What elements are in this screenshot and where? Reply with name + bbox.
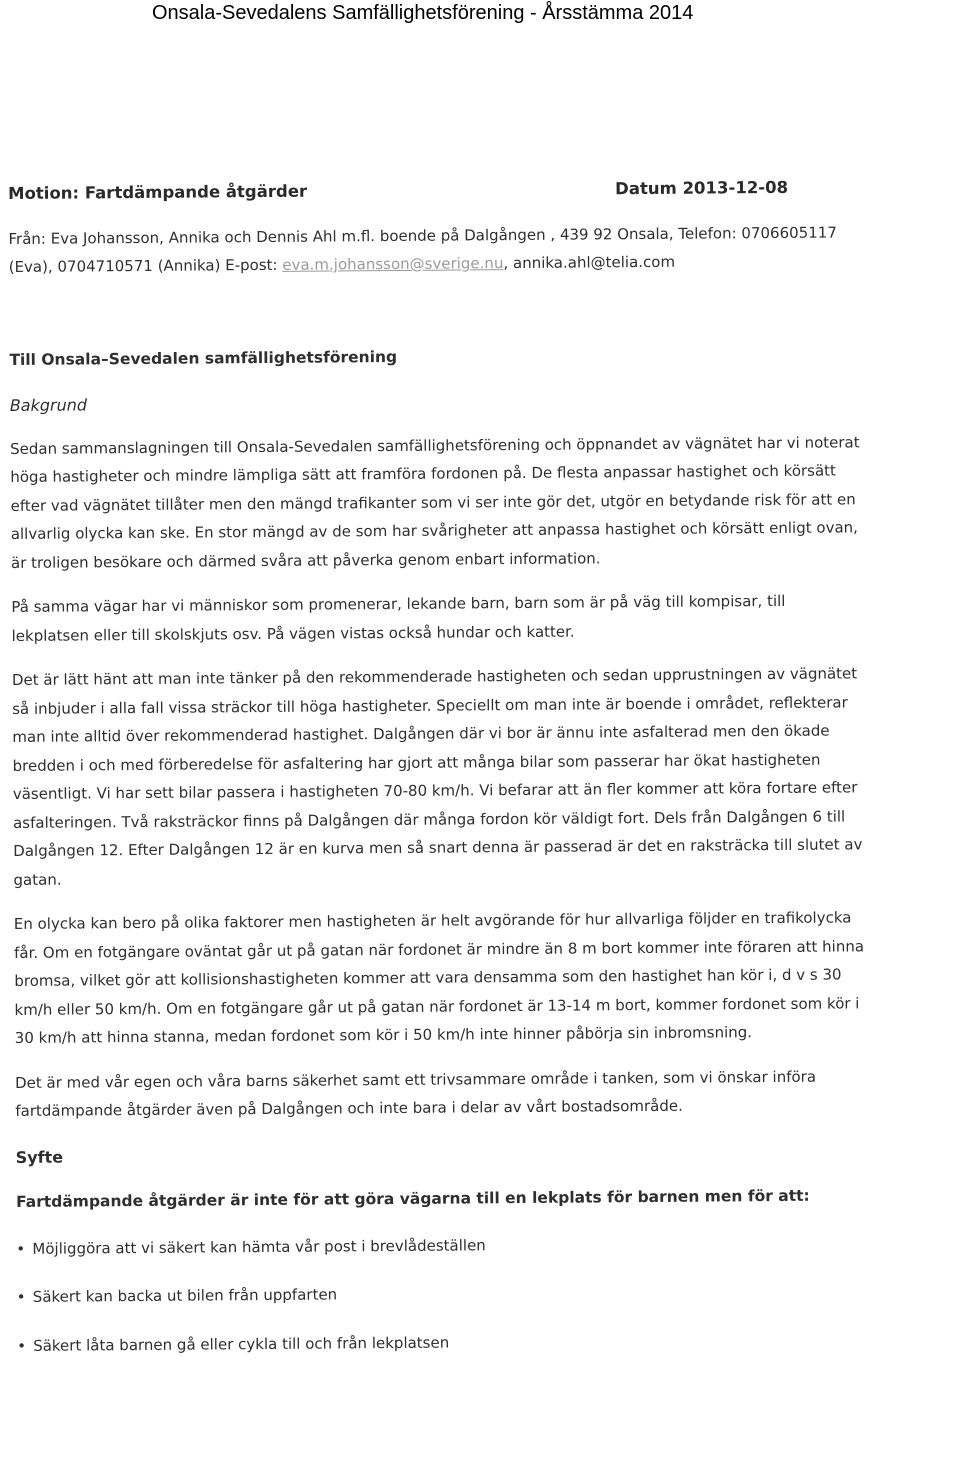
email-link-eva[interactable]: eva.m.johansson@sverige.nu	[282, 254, 504, 274]
paragraph-5: Det är med vår egen och våra barns säkerhet samt ett trivsammare område i tanken, som vi önskar införa fartdämpande åtgärder även på Dalgången och inte bara i delar av vårt bostadsområde.	[15, 1067, 817, 1120]
background-heading: Bakgrund	[9, 395, 88, 415]
purpose-list	[16, 1228, 867, 1360]
motion-title: Motion: Fartdämpande åtgärder	[8, 181, 308, 203]
recipient-heading: Till Onsala–Sevedalen samfällighetsförening	[9, 347, 398, 369]
list-item: • Säkert låta barnen gå eller cykla till och från lekplatsen	[17, 1325, 867, 1360]
page-header-title: Onsala-Sevedalens Samfällighetsförening - Årsstämma 2014	[152, 2, 694, 24]
purpose-heading: Syfte	[15, 1147, 64, 1167]
paragraph-3: Det är lätt hänt att man inte tänker på den rekommenderade hastigheten och sedan upprustningen av vägnätet så inbjuder i alla fall vissa sträckor till höga hastigheter. Speciellt om man inte är boende i området, reflekterar man inte alltid över rekommenderad hastighet. Dalgången där vi bor är ännu inte asfalterad men den ökade bredden i och med förberedelse för asfaltering har gjort att många bilar som passerar har ökat hastigheten väsentligt. Vi har sett bilar passera i hastigheten 70-80 km/h. Vi befarar att än fler kommer att köra fortare efter asfalteringen. Två raksträckor finns på Dalgången där många fordon kör väldigt fort. Dels från Dalgången 6 till Dalgången 12. Efter Dalgången 12 är en kurva men så snart denna är passerad är det en raksträcka till slutet av gatan.	[11, 664, 863, 889]
motion-title-row	[8, 174, 788, 209]
paragraph-4: En olycka kan bero på olika faktorer men hastigheten är helt avgörande för hur allvarliga följder en trafikolycka får. Om en fotgängare oväntat går ut på gatan när fordonet är mindre än 8 m bort kommer inte föraren att hinna bromsa, vilket gör att kollisionshastigheten kommer att vara densamma som den hastighet han kör i, d v s 30 km/h eller 50 km/h. Om en fotgängare går ut på gatan när fordonet är 13-14 m bort, kommer fordonet som kör i 30 km/h att hinna stanna, medan fordonet som kör i 50 km/h inte hinner påbörja sin inbromsning.	[13, 908, 865, 1047]
sender-text: Från: Eva Johansson, Annika och Dennis Ahl m.fl. boende på Dalgången , 439 92 Onsala, Telefon: 0706605117 (Eva), 0704710571 (Annika) E-post:	[8, 222, 837, 276]
list-item: • Möjliggöra att vi säkert kan hämta vår post i brevlådeställen	[16, 1228, 866, 1263]
email-separator: ,	[503, 254, 514, 273]
paragraph-2: På samma vägar har vi människor som promenerar, lekande barn, barn som är på väg till kompisar, till lekplatsen eller till skolskjuts osv. På vägen vistas också hundar och katter.	[11, 591, 786, 645]
motion-date: Datum 2013-12-08	[615, 177, 789, 199]
scanned-letter	[8, 173, 867, 1380]
list-item: • Säkert kan backa ut bilen från uppfarten	[17, 1276, 867, 1311]
sender-info	[8, 218, 858, 282]
paragraph-1: Sedan sammanslagningen till Onsala-Sevedalen samfällighetsförening och öppnandet av vägnätet har vi noterat höga hastigheter och mindre lämpliga sätt att framföra fordonen på. De flesta anpassar hastighet och körsätt efter vad vägnätet tillåter men den mängd trafikanter som vi ser inte gör det, utgör en betydande risk för att en allvarlig olycka kan ske. En stor mängd av de som har svårigheter att anpassa hastighet och körsätt enligt ovan, är troligen besökare och därmed svåra att påverka genom enbart information.	[10, 432, 860, 572]
purpose-lead: Fartdämpande åtgärder är inte för att göra vägarna till en lekplats för barnen men för att:	[15, 1186, 810, 1211]
email-annika: annika.ahl@telia.com	[512, 252, 676, 273]
